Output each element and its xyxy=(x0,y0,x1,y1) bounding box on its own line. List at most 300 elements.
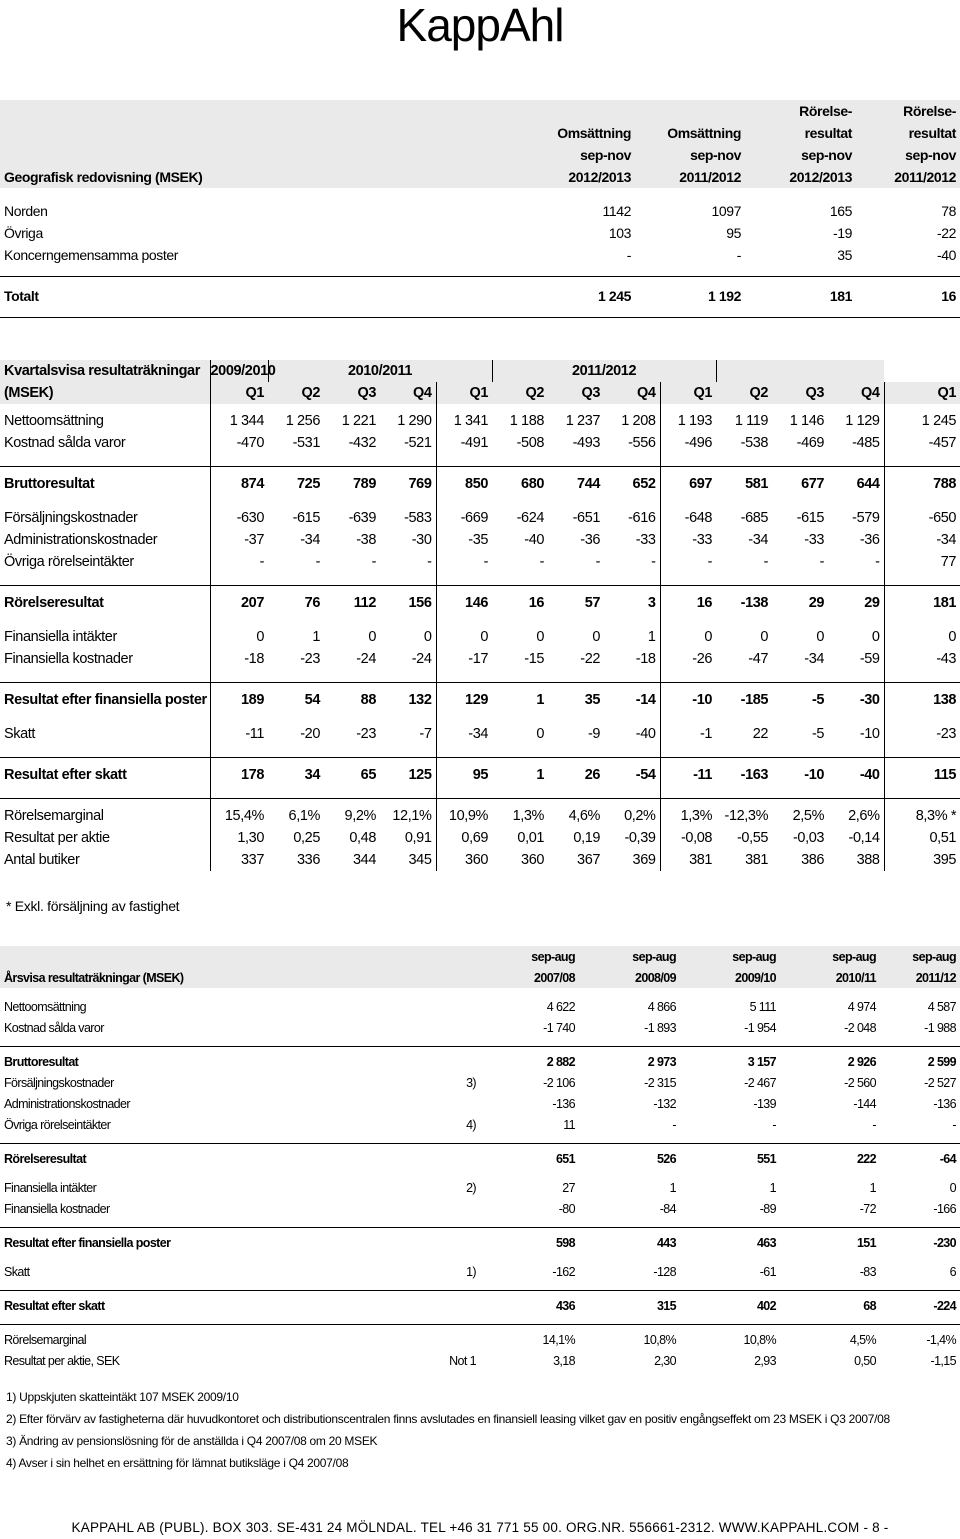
table-cell: -36 xyxy=(580,532,601,548)
table-cell: 103 xyxy=(608,225,631,241)
header-cell: 2011/2012 xyxy=(894,169,956,185)
year-label: 2011/12 xyxy=(915,970,956,985)
annual-table xyxy=(0,946,960,1371)
table-cell: -12,3% xyxy=(724,808,769,824)
table-cell: 1 xyxy=(869,1180,876,1195)
note-ref xyxy=(440,1232,480,1253)
quarter-label: Q3 xyxy=(805,385,825,401)
blank-cell xyxy=(440,967,480,988)
table-cell: -24 xyxy=(380,648,436,670)
year-label: 2010/11 xyxy=(835,970,876,985)
table-cell: -18 xyxy=(244,651,264,667)
spacer xyxy=(0,266,960,277)
quarter-label: Q4 xyxy=(380,382,436,404)
table-title: Kvartalsvisa resultaträkningar xyxy=(0,360,210,382)
table-cell: 0,01 xyxy=(517,830,545,846)
table-cell: -34 xyxy=(468,726,489,742)
table-cell: 4 866 xyxy=(647,999,676,1014)
table-cell: 26 xyxy=(584,767,601,783)
table-cell: - xyxy=(819,554,825,570)
header-cell: sep-nov xyxy=(690,147,741,163)
table-cell: 369 xyxy=(604,849,660,871)
table-cell: -84 xyxy=(659,1201,676,1216)
table-cell: -457 xyxy=(928,435,957,451)
table-cell: - xyxy=(539,554,545,570)
spacer xyxy=(0,614,960,626)
year-label: 2008/09 xyxy=(635,970,676,985)
spacer xyxy=(0,1038,960,1047)
table-cell: -61 xyxy=(759,1264,776,1279)
row-label: Resultat efter finansiella poster xyxy=(0,689,210,711)
table-cell: 463 xyxy=(756,1235,776,1250)
table-cell: 850 xyxy=(465,476,489,492)
spacer xyxy=(0,786,960,799)
blank-cell xyxy=(0,946,440,967)
table-cell: - xyxy=(626,247,631,263)
table-cell: -11 xyxy=(245,726,264,742)
table-cell: -38 xyxy=(356,532,376,548)
table-cell: 12,1% xyxy=(380,805,436,827)
table-row xyxy=(0,200,960,222)
table-cell: 2,30 xyxy=(654,1353,676,1368)
table-cell: 1 188 xyxy=(509,413,545,429)
quarter-label: Q1 xyxy=(245,385,264,401)
row-label: Övriga rörelseintäkter xyxy=(0,551,210,573)
table-cell: -19 xyxy=(832,225,852,241)
table-cell: 125 xyxy=(380,764,436,786)
table-cell: -493 xyxy=(572,435,601,451)
table-cell: 4 974 xyxy=(847,999,876,1014)
table-cell: -685 xyxy=(740,510,769,526)
table-cell: 138 xyxy=(933,692,957,708)
table-cell: 0,51 xyxy=(929,830,957,846)
table-row xyxy=(0,1198,960,1219)
table-cell: 1 xyxy=(536,767,545,783)
table-cell: 181 xyxy=(933,595,957,611)
table-cell: 388 xyxy=(828,849,884,871)
spacer xyxy=(0,711,960,723)
table-cell: -34 xyxy=(748,532,769,548)
table-cell: 0,69 xyxy=(461,830,489,846)
spacer xyxy=(0,1219,960,1228)
table-row xyxy=(0,626,960,648)
table-cell: 34 xyxy=(304,767,320,783)
quarter-label: Q3 xyxy=(581,385,601,401)
table-cell: -0,14 xyxy=(828,827,884,849)
table-cell: 874 xyxy=(241,476,264,492)
header-cell: resultat xyxy=(804,125,852,141)
table-cell: 1 341 xyxy=(453,413,489,429)
table-cell: Koncerngemensamma poster xyxy=(4,247,179,263)
table-cell: -59 xyxy=(828,648,884,670)
table-cell: -485 xyxy=(828,432,884,454)
table-cell: 1 129 xyxy=(828,410,884,432)
table-cell: 2 973 xyxy=(647,1054,676,1069)
table-cell: 22 xyxy=(752,726,769,742)
table-cell: 78 xyxy=(941,203,956,219)
table-row xyxy=(0,764,960,786)
note-ref xyxy=(440,996,480,1017)
table-cell: 0,50 xyxy=(854,1353,876,1368)
table-cell: 680 xyxy=(521,476,545,492)
period-label: sep-aug xyxy=(632,949,676,964)
table-cell: 1142 xyxy=(602,203,631,219)
table-cell: 2,6% xyxy=(828,805,884,827)
year-label: 2009/2010 xyxy=(210,360,268,382)
header-row xyxy=(0,967,960,988)
table-cell: - xyxy=(872,1117,876,1132)
table-cell: 381 xyxy=(689,852,713,868)
spacer xyxy=(0,495,960,507)
table-cell: 10,8% xyxy=(743,1332,776,1347)
table-cell: 337 xyxy=(241,852,264,868)
table-cell: 0 xyxy=(536,726,545,742)
table-cell: 1 245 xyxy=(597,288,631,304)
table-cell: 4 587 xyxy=(927,999,956,1014)
table-row xyxy=(0,1017,960,1038)
table-cell: -7 xyxy=(380,723,436,745)
table-cell: -24 xyxy=(356,651,376,667)
table-row xyxy=(0,1177,960,1198)
table-cell: 1 208 xyxy=(604,410,660,432)
table-cell: 222 xyxy=(856,1151,876,1166)
unit-label: (MSEK) xyxy=(0,382,210,404)
table-cell: -163 xyxy=(740,767,769,783)
table-cell: 0,91 xyxy=(380,827,436,849)
table-cell: -35 xyxy=(468,532,489,548)
row-label: Finansiella kostnader xyxy=(0,648,210,670)
table-row xyxy=(0,529,960,551)
header-cell xyxy=(0,122,520,144)
table-cell: -5 xyxy=(811,692,825,708)
quarter-label: Q1 xyxy=(937,385,957,401)
quarter-label: Q1 xyxy=(693,385,713,401)
table-cell: -80 xyxy=(558,1201,575,1216)
table-cell: 315 xyxy=(656,1298,676,1313)
table-cell: 178 xyxy=(241,767,264,783)
table-cell: -36 xyxy=(828,529,884,551)
table-cell: 0 xyxy=(380,626,436,648)
row-label: Rörelsemarginal xyxy=(0,805,210,827)
table-cell: 360 xyxy=(465,852,489,868)
table-cell: 744 xyxy=(577,476,601,492)
quarter-header-row xyxy=(0,382,960,404)
spacer xyxy=(0,1253,960,1261)
table-cell: -470 xyxy=(236,435,264,451)
quarter-label: Q2 xyxy=(301,385,320,401)
table-cell: -538 xyxy=(740,435,769,451)
table-cell: 16 xyxy=(941,288,956,304)
table-cell: 156 xyxy=(380,592,436,614)
table-cell: 65 xyxy=(360,767,376,783)
table-cell: 395 xyxy=(933,852,957,868)
footnote: 3) Ändring av pensionslösning för de anställda i Q4 2007/08 om 20 MSEK xyxy=(6,1434,378,1448)
table-cell: -136 xyxy=(552,1096,575,1111)
table-cell: -23 xyxy=(936,726,957,742)
quarterly-note: * Exkl. försäljning av fastighet xyxy=(6,898,180,914)
table-cell: -508 xyxy=(516,435,545,451)
table-cell: -0,03 xyxy=(793,830,825,846)
table-row xyxy=(0,805,960,827)
table-cell: 0 xyxy=(480,629,489,645)
table-cell: 151 xyxy=(856,1235,876,1250)
table-row xyxy=(0,689,960,711)
table-cell: -10 xyxy=(804,767,825,783)
table-cell: 1,3% xyxy=(512,808,545,824)
quarter-label: Q1 xyxy=(469,385,489,401)
table-cell: -54 xyxy=(604,764,660,786)
row-label: Rörelseresultat xyxy=(4,1151,87,1166)
table-cell: -72 xyxy=(859,1201,876,1216)
row-label: Kostnad sålda varor xyxy=(4,1020,104,1035)
spacer xyxy=(0,1169,960,1177)
table-cell: - xyxy=(952,1117,956,1132)
table-cell: - xyxy=(595,554,601,570)
table-row xyxy=(0,1093,960,1114)
table-cell: 1 xyxy=(769,1180,776,1195)
header-row xyxy=(0,144,960,166)
total-row xyxy=(0,285,960,307)
table-cell: -20 xyxy=(300,726,320,742)
table-cell: - xyxy=(371,554,376,570)
table-row xyxy=(0,723,960,745)
header-cell: Omsättning xyxy=(557,125,631,141)
table-cell: 725 xyxy=(297,476,320,492)
note-ref xyxy=(440,1017,480,1038)
table-cell: -139 xyxy=(753,1096,776,1111)
table-cell: 4,6% xyxy=(568,808,601,824)
table-row xyxy=(0,1350,960,1371)
table-cell: 386 xyxy=(801,852,825,868)
header-row xyxy=(0,166,960,188)
table-cell: 129 xyxy=(465,692,489,708)
row-label: Antal butiker xyxy=(0,849,210,871)
table-cell: -14 xyxy=(604,689,660,711)
table-cell: 402 xyxy=(756,1298,776,1313)
table-cell: -11 xyxy=(693,767,713,783)
table-cell: 345 xyxy=(380,849,436,871)
table-cell: -0,08 xyxy=(681,830,713,846)
table-cell: 95 xyxy=(472,767,489,783)
table-cell: -579 xyxy=(828,507,884,529)
header-cell: 2012/2013 xyxy=(568,169,631,185)
table-row xyxy=(0,551,960,573)
table-cell: 598 xyxy=(555,1235,575,1250)
table-cell: -669 xyxy=(460,510,489,526)
table-cell: -2 106 xyxy=(543,1075,575,1090)
table-cell: -615 xyxy=(292,510,320,526)
table-cell: 0,2% xyxy=(604,805,660,827)
table-cell: 1 xyxy=(312,629,320,645)
year-header-row xyxy=(0,360,960,382)
row-label: Bruttoresultat xyxy=(4,1054,79,1069)
row-label: Kostnad sålda varor xyxy=(0,432,210,454)
table-cell: -144 xyxy=(853,1096,876,1111)
table-cell: -138 xyxy=(740,595,769,611)
table-cell: 146 xyxy=(465,595,489,611)
table-cell: 677 xyxy=(801,476,825,492)
table-cell: - xyxy=(483,554,489,570)
table-cell: Totalt xyxy=(4,288,39,304)
year-label: 2007/08 xyxy=(534,970,575,985)
table-row xyxy=(0,1329,960,1350)
table-cell: -2 467 xyxy=(744,1075,776,1090)
table-cell: -224 xyxy=(933,1298,956,1313)
table-cell: 697 xyxy=(689,476,713,492)
table-cell: -2 527 xyxy=(924,1075,956,1090)
row-label: Övriga rörelseintäkter xyxy=(4,1117,111,1132)
quarterly-table xyxy=(0,360,960,871)
table-cell: 76 xyxy=(304,595,320,611)
footnote: 4) Avser i sin helhet en ersättning för lämnat butiksläge i Q4 2007/08 xyxy=(6,1456,349,1470)
header-cell xyxy=(635,100,745,122)
table-cell: 381 xyxy=(745,852,769,868)
table-cell: -128 xyxy=(653,1264,676,1279)
table-row xyxy=(0,592,960,614)
table-cell: -630 xyxy=(236,510,264,526)
company-logo: KappAhl xyxy=(396,0,564,51)
row-label: Resultat per aktie, SEK xyxy=(4,1353,120,1368)
table-cell: -47 xyxy=(748,651,769,667)
header-cell xyxy=(0,100,520,122)
table-cell: -30 xyxy=(380,529,436,551)
table-cell: -651 xyxy=(572,510,601,526)
table-row xyxy=(0,222,960,244)
table-cell: -1,4% xyxy=(926,1332,956,1347)
table-cell: 1 221 xyxy=(341,413,376,429)
note-ref: Not 1 xyxy=(449,1353,476,1368)
table-cell: -40 xyxy=(604,723,660,745)
note-ref xyxy=(440,1051,480,1072)
row-label: Rörelseresultat xyxy=(0,592,210,614)
table-cell: -583 xyxy=(380,507,436,529)
period-label: sep-aug xyxy=(832,949,876,964)
table-cell: 344 xyxy=(353,852,376,868)
table-cell: 2,93 xyxy=(754,1353,776,1368)
table-cell: 54 xyxy=(304,692,320,708)
table-cell: 57 xyxy=(584,595,601,611)
row-label: Nettoomsättning xyxy=(4,999,87,1014)
table-cell: 788 xyxy=(933,476,957,492)
table-cell: -2 560 xyxy=(844,1075,876,1090)
spacer xyxy=(0,670,960,683)
table-cell: - xyxy=(707,554,713,570)
table-cell: 2 882 xyxy=(546,1054,575,1069)
period-label: sep-aug xyxy=(912,949,956,964)
table-cell: 526 xyxy=(656,1151,676,1166)
table-row xyxy=(0,1148,960,1169)
table-cell: 35 xyxy=(584,692,601,708)
row-label: Administrationskostnader xyxy=(0,529,210,551)
table-cell: -1 740 xyxy=(543,1020,575,1035)
table-cell: 1 256 xyxy=(285,413,320,429)
table-cell: 0 xyxy=(828,626,884,648)
table-cell: -22 xyxy=(936,225,956,241)
header-row xyxy=(0,946,960,967)
table-cell: - xyxy=(736,247,741,263)
table-cell: -89 xyxy=(759,1201,776,1216)
table-cell: 15,4% xyxy=(224,808,264,824)
header-cell: Omsättning xyxy=(667,125,741,141)
table-cell: 0,19 xyxy=(573,830,601,846)
row-label: Rörelsemarginal xyxy=(4,1332,87,1347)
quarter-label: Q4 xyxy=(828,382,884,404)
table-cell: 10,9% xyxy=(448,808,489,824)
row-label: Nettoomsättning xyxy=(0,410,210,432)
table-row xyxy=(0,432,960,454)
table-cell: 6 xyxy=(949,1264,956,1279)
table-cell: -33 xyxy=(604,529,660,551)
row-label: Resultat per aktie xyxy=(0,827,210,849)
table-cell: -15 xyxy=(524,651,545,667)
table-cell: -616 xyxy=(604,507,660,529)
table-cell: -37 xyxy=(244,532,264,548)
table-cell: 2,5% xyxy=(792,808,825,824)
table-cell: -5 xyxy=(811,726,825,742)
header-cell: 2012/2013 xyxy=(789,169,852,185)
table-cell: 4,5% xyxy=(849,1332,876,1347)
row-label: Försäljningskostnader xyxy=(4,1075,114,1090)
note-ref: 2) xyxy=(466,1180,476,1195)
year-label: 2009/10 xyxy=(735,970,776,985)
table-cell: -23 xyxy=(300,651,320,667)
note-ref: 3) xyxy=(466,1075,476,1090)
table-cell: 1097 xyxy=(711,203,741,219)
table-cell: 112 xyxy=(353,595,376,611)
table-cell: 16 xyxy=(528,595,545,611)
table-cell: -33 xyxy=(692,532,713,548)
table-cell: -1 954 xyxy=(744,1020,776,1035)
table-row xyxy=(0,1051,960,1072)
blank-cell xyxy=(440,946,480,967)
table-cell: -1 893 xyxy=(644,1020,676,1035)
table-cell: 9,2% xyxy=(344,808,376,824)
table-cell: -0,39 xyxy=(604,827,660,849)
table-cell: 5 111 xyxy=(749,999,776,1014)
table-cell: 1,3% xyxy=(680,808,713,824)
note-ref xyxy=(440,1198,480,1219)
table-row xyxy=(0,244,960,266)
table-cell: 651 xyxy=(555,1151,575,1166)
table-cell: 1 119 xyxy=(734,413,769,429)
note-ref: 1) xyxy=(466,1264,476,1279)
table-cell: 0 xyxy=(704,629,713,645)
table-cell: 27 xyxy=(562,1180,575,1195)
quarter-label: Q3 xyxy=(357,385,376,401)
table-cell: -18 xyxy=(604,648,660,670)
table-cell: -162 xyxy=(552,1264,575,1279)
table-cell: 0 xyxy=(949,1180,956,1195)
spacer xyxy=(0,1135,960,1144)
table-cell: -33 xyxy=(804,532,825,548)
table-cell: 77 xyxy=(940,554,957,570)
table-cell: 1 xyxy=(536,692,545,708)
table-cell: - xyxy=(763,554,769,570)
note-ref: 4) xyxy=(466,1117,476,1132)
table-cell: -0,55 xyxy=(737,830,769,846)
table-cell: 165 xyxy=(829,203,852,219)
table-row xyxy=(0,1072,960,1093)
table-cell: -166 xyxy=(933,1201,956,1216)
table-cell: 6,1% xyxy=(288,808,320,824)
table-cell: 1 xyxy=(604,626,660,648)
table-cell: 132 xyxy=(380,689,436,711)
quarter-label: Q2 xyxy=(749,385,769,401)
table-cell: -10 xyxy=(828,723,884,745)
row-label: Skatt xyxy=(4,1264,30,1279)
table-cell: 1 344 xyxy=(229,413,264,429)
table-cell: -40 xyxy=(936,247,956,263)
